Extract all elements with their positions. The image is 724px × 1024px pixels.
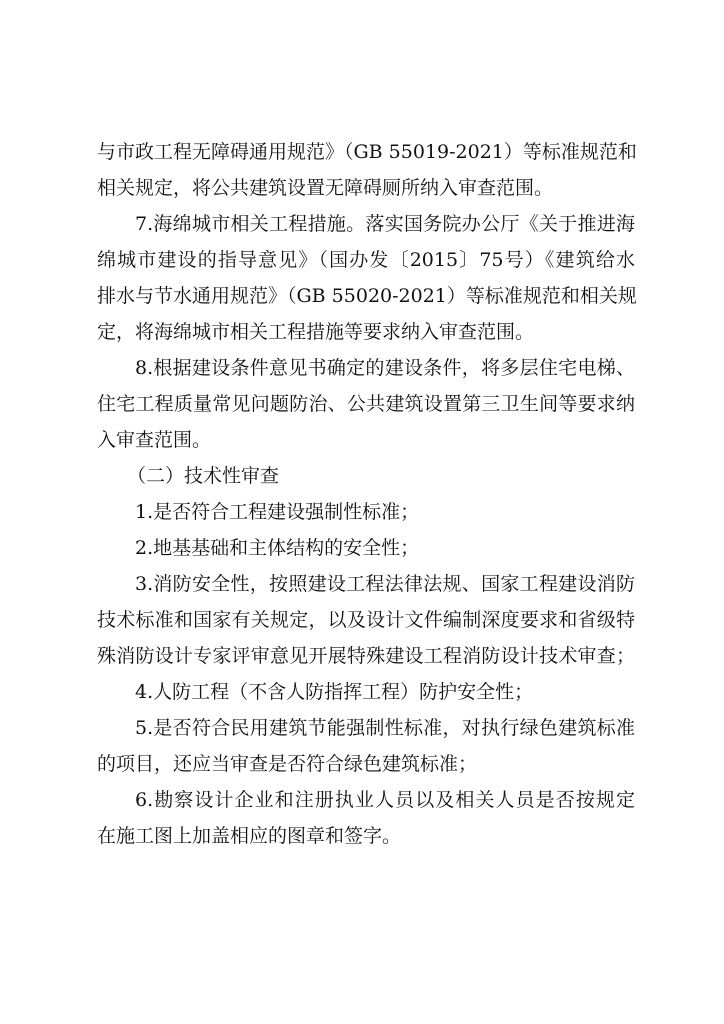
section-heading: （二）技术性审查 (127, 465, 280, 487)
text-line: 的项目，还应当审查是否符合绿色建筑标准； (97, 753, 478, 775)
text-line: 5.是否符合民用建筑节能强制性标准，对执行绿色建筑标准 (135, 717, 635, 739)
text-line: 相关规定，将公共建筑设置无障碍厕所纳入审查范围。 (97, 177, 554, 199)
text-line: 住宅工程质量常见问题防治、公共建筑设置第三卫生间等要求纳 (97, 393, 635, 415)
text-line: 在施工图上加盖相应的图章和签字。 (97, 825, 402, 847)
text-line: 4.人防工程（不含人防指挥工程）防护安全性； (135, 681, 534, 703)
text-line: 6.勘察设计企业和注册执业人员以及相关人员是否按规定 (135, 789, 635, 811)
text-line: 7.海绵城市相关工程措施。落实国务院办公厅《关于推进海 (135, 213, 635, 235)
text-line: 绵城市建设的指导意见》（国办发〔2015〕75号）《建筑给水 (97, 249, 635, 271)
text-line: 3.消防安全性，按照建设工程法律法规、国家工程建设消防 (135, 573, 635, 595)
text-line: 与市政工程无障碍通用规范》（GB 55019-2021）等标准规范和 (97, 141, 637, 163)
text-line: 入审查范围。 (97, 429, 212, 451)
text-line: 定，将海绵城市相关工程措施等要求纳入审查范围。 (97, 321, 535, 343)
text-line: 殊消防设计专家评审意见开展特殊建设工程消防设计技术审查； (97, 645, 635, 667)
text-line: 排水与节水通用规范》（GB 55020-2021）等标准规范和相关规 (97, 285, 637, 307)
text-line: 技术标准和国家有关规定，以及设计文件编制深度要求和省级特 (97, 609, 635, 631)
text-line: 1.是否符合工程建设强制性标准； (135, 501, 420, 523)
text-line: 2.地基基础和主体结构的安全性； (135, 537, 420, 559)
text-line: 8.根据建设条件意见书确定的建设条件，将多层住宅电梯、 (135, 357, 635, 379)
